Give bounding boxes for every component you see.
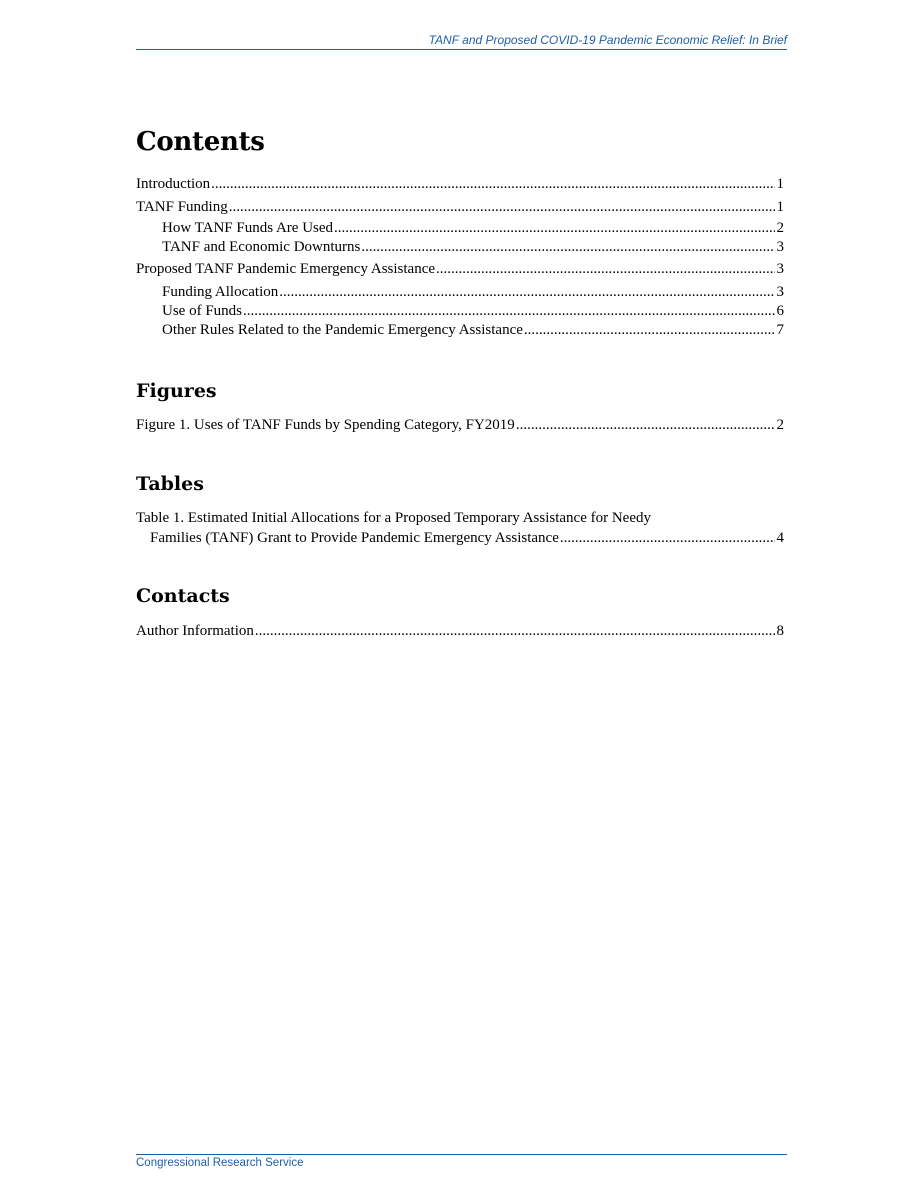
toc-entry-label: TANF Funding <box>136 199 228 215</box>
figures-heading: Figures <box>136 380 217 402</box>
toc-entry-label: Introduction <box>136 176 211 192</box>
toc-entry-table-1[interactable] <box>136 508 784 548</box>
toc-entry-figure-1[interactable] <box>136 415 784 435</box>
toc-entry-label: TANF and Economic Downturns <box>162 239 361 255</box>
dot-leader <box>229 197 775 217</box>
dot-leader <box>436 259 775 279</box>
toc-entry-introduction[interactable] <box>136 174 784 194</box>
running-footer <box>136 1154 787 1170</box>
toc-entry-author-information[interactable] <box>136 621 784 641</box>
contacts-heading: Contacts <box>136 585 230 607</box>
toc-entry-page: 1 <box>776 199 784 215</box>
toc-entry-other-rules[interactable] <box>136 320 784 340</box>
dot-leader <box>243 301 775 321</box>
dot-leader <box>361 237 775 257</box>
toc-entry-page: 7 <box>776 322 784 338</box>
dot-leader <box>560 528 775 548</box>
toc-entry-page: 3 <box>776 239 784 255</box>
toc-entry-page: 4 <box>776 530 784 546</box>
toc-entry-tanf-and-economic-downturns[interactable] <box>136 237 784 257</box>
running-header <box>136 31 787 50</box>
toc-entry-label: Funding Allocation <box>162 284 279 300</box>
toc-entry-label: How TANF Funds Are Used <box>162 220 334 236</box>
dot-leader <box>279 282 775 302</box>
dot-leader <box>211 174 775 194</box>
toc-entry-page: 3 <box>776 261 784 277</box>
toc-entry-label: Table 1. Estimated Initial Allocations for a Proposed Temporary Assistance for Needy <box>136 510 651 526</box>
toc-entry-page: 1 <box>776 176 784 192</box>
toc-entry-page: 6 <box>776 303 784 319</box>
toc-entry-how-tanf-funds-are-used[interactable] <box>136 218 784 238</box>
toc-entry-label: Proposed TANF Pandemic Emergency Assistance <box>136 261 436 277</box>
toc-entry-tanf-funding[interactable] <box>136 197 784 217</box>
toc-entry-label: Figure 1. Uses of TANF Funds by Spending Category, FY2019 <box>136 417 515 433</box>
toc-entry-proposed-tanf-pandemic-emergency-assistance[interactable] <box>136 259 784 279</box>
toc-entry-label: Use of Funds <box>162 303 243 319</box>
running-footer-publisher: Congressional Research Service <box>136 1157 304 1169</box>
dot-leader <box>334 218 775 238</box>
toc-entry-funding-allocation[interactable] <box>136 282 784 302</box>
tables-heading: Tables <box>136 473 204 495</box>
toc-entry-use-of-funds[interactable] <box>136 301 784 321</box>
dot-leader <box>516 415 775 435</box>
toc-entry-label: Other Rules Related to the Pandemic Emergency Assistance <box>162 322 523 338</box>
running-header-title: TANF and Proposed COVID-19 Pandemic Economic Relief: In Brief <box>428 33 787 47</box>
toc-entry-page: 8 <box>776 623 784 639</box>
contents-heading: Contents <box>136 127 265 157</box>
toc-entry-label: Author Information <box>136 623 254 639</box>
toc-entry-label-continued: Families (TANF) Grant to Provide Pandemic Emergency Assistance <box>150 530 559 546</box>
toc-entry-page: 3 <box>776 284 784 300</box>
dot-leader <box>255 621 775 641</box>
toc-entry-page: 2 <box>776 417 784 433</box>
dot-leader <box>524 320 775 340</box>
toc-entry-page: 2 <box>776 220 784 236</box>
